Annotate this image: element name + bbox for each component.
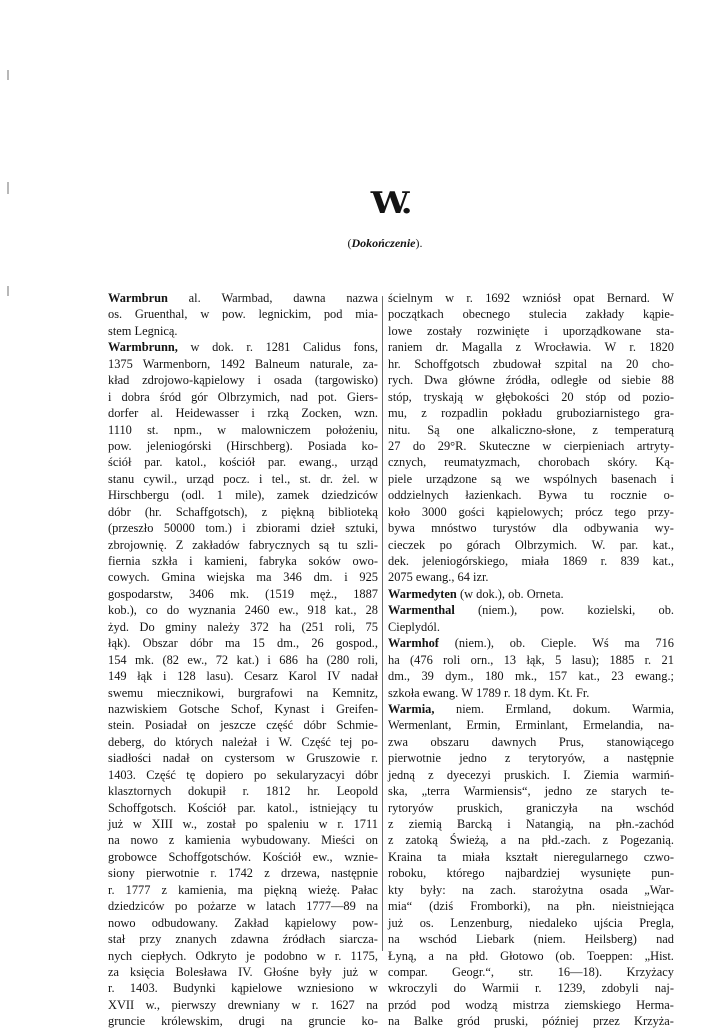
text-line: deberg, do których należał i W. Część tej po- bbox=[108, 734, 378, 749]
text-line: (przeszło 50000 tom.) i zbiorami dzieł sztuki, bbox=[108, 521, 378, 536]
text-line: klasztornych dokupił r. 1812 hr. Leopold bbox=[108, 784, 378, 799]
text-line: na nowo z kamienia wybudowany. Mieści on bbox=[108, 833, 378, 848]
text-line: 1403. Część tę dopiero po sekularyzacyi dóbr bbox=[108, 767, 378, 782]
text-line: 2075 ewang., 64 izr. bbox=[388, 570, 489, 585]
text-line: Cieplydól. bbox=[388, 619, 440, 634]
text-line: Schoffgotsch. Kościół par. katol., istniejący tu bbox=[108, 800, 378, 815]
text-line: nazwiskiem Gotsche Schof, Kynast i Greifen- bbox=[108, 701, 378, 716]
text-line: 27 do 29°R. Skuteczne w cierpieniach artryty- bbox=[388, 438, 674, 453]
text-line: Wermenlant, Ermin, Erminlant, Ermelandia, na- bbox=[388, 718, 674, 733]
text-line: raniem dr. Magalla z Wrocławia. W r. 1820 bbox=[388, 340, 674, 355]
text-line: ska, „terra Warmiensis“, jedno ze starych te- bbox=[388, 784, 674, 799]
text-line: kty były: na zach. starożytna osada „War- bbox=[388, 882, 674, 897]
text-line: stał przy znanych zdawna źródłach siarcza- bbox=[108, 932, 378, 947]
text-line: 1375 Warmenborn, 1492 Balneum naturale, za- bbox=[108, 356, 378, 371]
text-line: r. 1777 z kamienia, ma piękną wieżę. Pałac bbox=[108, 882, 378, 897]
text-line: piele urządzone są we wspólnych basenach i bbox=[388, 471, 674, 486]
text-line: koło 3000 gości kąpielowych; prócz tego przy- bbox=[388, 504, 674, 519]
text-line: na wschód Liebark (niem. Heilsberg) nad bbox=[388, 932, 674, 947]
text-line: XVII w., pierwszy drewniany w r. 1627 na bbox=[108, 997, 378, 1012]
text-line: gruncie królewskim, drugi na gruncie ko- bbox=[108, 1014, 378, 1029]
text-line: ściół par. katol., kościół par. ewang., urząd bbox=[108, 455, 378, 470]
text-line: stanu cywil., urząd pocz. i tel., st. dr. żel. w bbox=[108, 471, 378, 486]
text-line: jedną z dyecezyi pruskich. I. Ziemia warmiń- bbox=[388, 767, 674, 782]
text-line: Warmbrunn, w dok. r. 1281 Calidus fons, bbox=[108, 340, 378, 355]
text-line: dm., 39 dym., 180 mk., 157 kat., 23 ewang.; bbox=[388, 669, 674, 684]
text-line: nitu. Są one alkaliczno-słone, z temperaturą bbox=[388, 422, 674, 437]
text-line: dorfer al. Heidewasser i rzką Zocken, wzn. bbox=[108, 406, 378, 421]
left-column bbox=[108, 290, 378, 1030]
text-line: stein. Posiadał on jeszcze część dóbr Schmie- bbox=[108, 718, 378, 733]
text-line: cznych, reumatyzmach, chorobach skóry. Ką- bbox=[388, 455, 674, 470]
text-line: Warmhof (niem.), ob. Cieple. Wś ma 716 bbox=[388, 636, 674, 651]
text-line: mia“ (dziś Fromborki), na płn. nieistniejąca bbox=[388, 899, 674, 914]
text-line: gospodarstw, 3406 mk. (1519 męż., 1887 bbox=[108, 586, 378, 601]
text-line: Hirschbergu (odl. 1 mile), zamek dziedziców bbox=[108, 488, 378, 503]
text-line: Warmenthal (niem.), pow. kozielski, ob. bbox=[388, 603, 674, 618]
subheading-text: Dokończenie bbox=[351, 236, 416, 250]
text-line: 154 mk. (82 ew., 72 kat.) i 686 ha (280 roli, bbox=[108, 652, 378, 667]
text-line: już w XIII w., został po spaleniu w r. 1711 bbox=[108, 817, 378, 831]
text-line: nowo odbudowany. Zakład kąpielowy pow- bbox=[108, 915, 378, 930]
text-line: przód pod wodzą mistrza ziemskiego Herma- bbox=[388, 997, 674, 1012]
text-line: ha (476 roli orn., 13 łąk, 5 lasu); 1885 r. 21 bbox=[388, 652, 674, 667]
right-column bbox=[388, 290, 674, 1030]
text-line: pow. jeleniogórski (Hirschberg). Posiada ko- bbox=[108, 438, 378, 453]
text-line: Łyną, a na płd. Głotowo (ob. Toeppen: „Hist. bbox=[388, 948, 674, 963]
text-line: z ziemią Barcką i Natangią, na płn.-zachód bbox=[388, 817, 674, 831]
text-line: już os. Lenzenburg, niedaleko ujścia Pregla, bbox=[388, 915, 674, 930]
text-line: i dobra śród gór Olbrzymich, nad pot. Giers- bbox=[108, 389, 378, 404]
text-line: swemu miecznikowi, burgrafowi na Kemnitz, bbox=[108, 685, 378, 700]
text-line: r. 1403. Budynki kąpielowe wzniesiono w bbox=[108, 981, 378, 996]
text-line: stem Legnicą. bbox=[108, 323, 178, 338]
text-line: 1110 st. npm., w malowniczem położeniu, bbox=[108, 422, 378, 437]
section-subheading: (Dokończenie). bbox=[347, 236, 423, 250]
text-line: kład zdrojowo-kąpielowy i osada (targowisko) bbox=[108, 373, 378, 388]
text-line: 149 łąk i 128 lasu). Cesarz Karol IV nadał bbox=[108, 669, 378, 684]
text-line: początkach obecnego stulecia zakłady kąpie- bbox=[388, 307, 674, 322]
text-line: zbrojownię. Z zakładów fabrycznych są tu szli- bbox=[108, 537, 378, 552]
text-line: wkroczyli do Warmii r. 1239, zdobyli naj- bbox=[388, 981, 674, 996]
text-line: kob.), co do wyznania 2460 ew., 918 kat., 28 bbox=[108, 603, 378, 618]
text-line: rych. Dwa główne źródła, odległe od siebie 88 bbox=[388, 373, 674, 388]
text-line: za księcia Bolesława IV. Głośne były już w bbox=[108, 964, 378, 979]
text-line: lowe zostały rozwinięte i uporządkowane sta- bbox=[388, 323, 674, 338]
text-line: Warmedyten (w dok.), ob. Orneta. bbox=[388, 586, 564, 601]
text-line: rytoryów pruskich, graniczyła na wschód bbox=[388, 800, 674, 815]
text-line: dóbr (hr. Schaffgotsch), z piękną biblioteką bbox=[108, 504, 378, 519]
text-line: roboku, którego najbardziej wysunięte pun- bbox=[388, 866, 674, 881]
text-line: na Balke gród pruski, później przez Krzyża- bbox=[388, 1014, 674, 1029]
text-line: nych ciepłych. Odkryto je podobno w r. 1175, bbox=[108, 948, 378, 963]
text-line: hr. Schoffgotsch zbudował szpital na 20 cho- bbox=[388, 356, 674, 371]
text-line: mu, z rozpadlin pokładu gruboziarnistego gra- bbox=[388, 406, 674, 421]
column-divider bbox=[382, 296, 383, 951]
text-line: zwa obszaru dawnych Prus, stanowiącego bbox=[388, 734, 674, 749]
text-line: Warmia, niem. Ermland, dokum. Warmia, bbox=[388, 701, 674, 716]
text-line: łąk). Obszar dóbr ma 15 dm., 26 gospod., bbox=[108, 636, 378, 651]
text-line: Kraina ta miała kształt nieregularnego czwo- bbox=[388, 849, 674, 864]
text-line: stóp, tryskają w głębokości 20 stóp od pozio- bbox=[388, 389, 674, 404]
text-line: siadłości nadał on cystersom w Gruszowie r. bbox=[108, 751, 378, 766]
text-line: dek. jeleniogórskiego, miała 1869 r. 839 kat., bbox=[388, 554, 674, 568]
text-line: cowych. Gmina wiejska ma 346 dm. i 925 bbox=[108, 570, 378, 585]
margin-mark bbox=[7, 286, 9, 296]
text-line: żyd. Do gminy należy 372 ha (251 roli, 75 bbox=[108, 619, 378, 634]
text-line: siony pierwotnie r. 1742 z drzewa, następnie bbox=[108, 866, 378, 881]
text-line: cieczek po górach Olbrzymich. W. par. kat., bbox=[388, 537, 674, 552]
text-line: z zatoką Świeżą, a na płd.-zach. z Pogezanią. bbox=[388, 833, 674, 848]
text-line: dziedziców po pożarze w latach 1777—89 na bbox=[108, 899, 378, 914]
text-line: compar. Geogr.“, str. 16—18). Krzyżacy bbox=[388, 964, 674, 979]
text-line: Warmbrun al. Warmbad, dawna nazwa bbox=[108, 291, 378, 305]
text-line: grobowce Schoffgotschów. Kościół ew., wznie- bbox=[108, 849, 378, 864]
text-line: ścielnym w r. 1692 wzniósł opat Bernard. W bbox=[388, 291, 674, 305]
margin-mark bbox=[7, 70, 9, 80]
text-line: szkoła ewang. W 1789 r. 18 dym. Kt. Fr. bbox=[388, 685, 590, 700]
text-line: fiernia szkła i kamieni, fabryka soków owo- bbox=[108, 554, 378, 568]
section-heading: W. bbox=[370, 186, 410, 221]
text-line: os. Gruenthal, w pow. legnickim, pod mia- bbox=[108, 307, 378, 322]
text-line: bywa mnóstwo turystów dla odbywania wy- bbox=[388, 521, 674, 536]
text-line: pierwotnie jedno z terytoryów, a następnie bbox=[388, 751, 674, 766]
text-line: oddzielnych łazienkach. Bywa tu rocznie o- bbox=[388, 488, 674, 503]
